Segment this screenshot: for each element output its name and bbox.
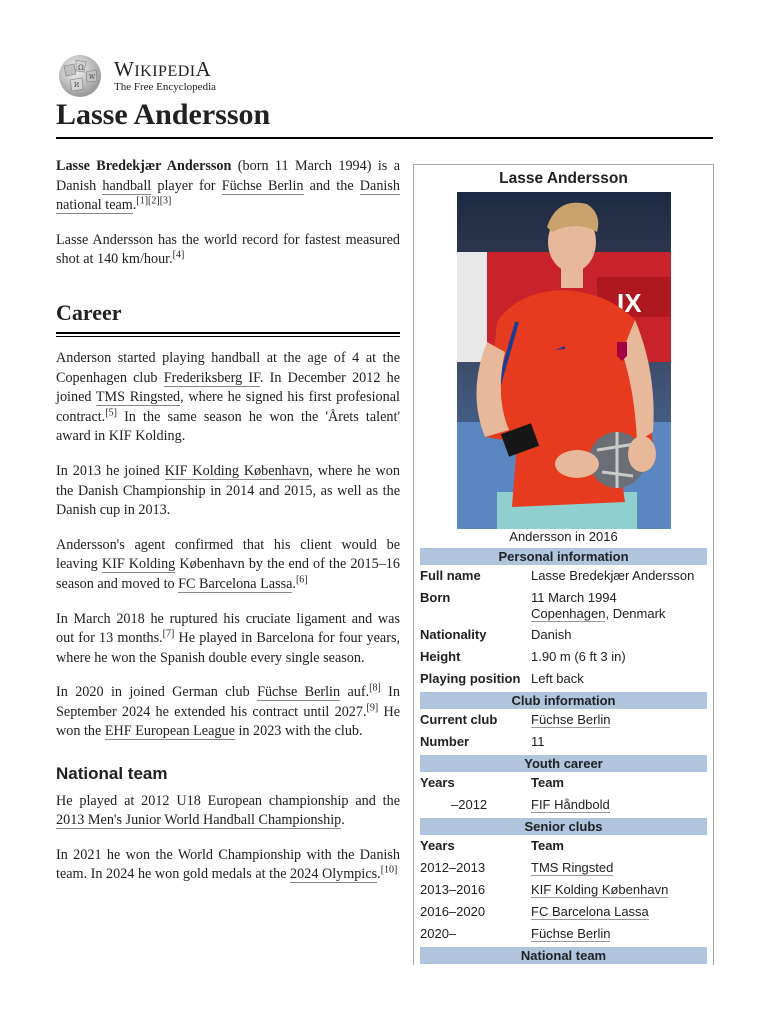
link-danish-national-team[interactable]: Danish national team — [56, 177, 400, 214]
row-value: 11 — [531, 734, 545, 749]
text: . — [132, 197, 137, 214]
wikipedia-globe-icon — [56, 54, 104, 98]
row-value: 1.90 m (6 ft 3 in) — [531, 649, 626, 664]
row-senior-club — [420, 924, 707, 946]
text: and the — [303, 177, 360, 194]
youth-years: –2012 — [451, 797, 488, 812]
link-senior-club[interactable]: TMS Ringsted — [531, 860, 614, 875]
row-label: Number — [420, 734, 470, 749]
text: , where he won the Danish Championship in 2014 and 2015, as well as the Danish cup in 2013. — [56, 462, 400, 519]
row-label: Height — [420, 649, 461, 664]
row-value — [531, 797, 707, 817]
text: , where he signed his first profesional contract. — [56, 389, 400, 425]
national-paragraph-2 — [56, 846, 400, 885]
row-label: Full name — [420, 568, 481, 583]
text: In the same season he won the 'Årets talent' award in KIF Kolding. — [56, 408, 400, 445]
text: Lasse Andersson has the world record for fastest measured shot at 140 km/hour. — [56, 231, 400, 268]
reference-link[interactable]: [5] — [105, 407, 117, 419]
row-value: Danish — [531, 627, 572, 642]
wordmark-rest: IKIPEDI — [134, 63, 196, 80]
wikipedia-wordmark — [114, 59, 216, 93]
infobox-header-club: Club information — [420, 692, 707, 709]
row-current-club — [420, 710, 707, 732]
text: In September 2024 he extended his contract until 2027. — [56, 684, 401, 720]
text: in 2023 with the club. — [234, 723, 363, 740]
row-value — [531, 926, 707, 946]
senior-years: 2012–2013 — [420, 860, 486, 875]
infobox-header-youth: Youth career — [420, 755, 707, 772]
reference-link[interactable]: [7] — [162, 628, 175, 640]
text: . — [341, 812, 345, 829]
article-body — [56, 157, 400, 900]
section-heading-national-team: National team — [56, 764, 168, 784]
link-senior-club[interactable]: Füchse Berlin — [531, 926, 611, 941]
link-kif-kolding[interactable]: KIF Kolding — [101, 556, 176, 573]
text: . In December 2012 he joined — [56, 369, 401, 406]
text: In 2020 in joined German club — [56, 684, 258, 701]
link-fc-barcelona-lassa[interactable]: FC Barcelona Lassa — [178, 575, 293, 592]
row-senior-columns — [420, 836, 707, 858]
photo-caption: Andersson in 2016 — [509, 529, 618, 544]
column-years: Years — [420, 838, 455, 853]
senior-years: 2016–2020 — [420, 904, 486, 919]
infobox-header-senior: Senior clubs — [420, 818, 707, 835]
national-paragraph-1 — [56, 792, 400, 831]
text: In 2013 he joined — [56, 462, 165, 479]
link-senior-club[interactable]: KIF Kolding København — [531, 882, 669, 897]
row-full-name — [420, 566, 707, 588]
row-youth-club — [420, 795, 707, 817]
link-frederiksberg-if[interactable]: Frederiksberg IF — [163, 369, 260, 386]
row-value — [531, 712, 707, 732]
row-value — [531, 860, 707, 880]
row-value: Lasse Bredekjær Andersson — [531, 568, 695, 583]
row-senior-club — [420, 858, 707, 880]
infobox-table — [420, 547, 707, 965]
career-paragraph-1 — [56, 349, 400, 447]
column-team: Team — [531, 775, 564, 790]
row-youth-columns — [420, 773, 707, 795]
text: . — [292, 575, 296, 592]
wordmark-title — [114, 59, 216, 80]
link-fuchse-berlin[interactable]: Füchse Berlin — [221, 177, 304, 194]
column-team: Team — [531, 838, 564, 853]
row-number — [420, 732, 707, 754]
row-value: Left back — [531, 671, 584, 686]
career-paragraph-2 — [56, 462, 400, 521]
reference-link[interactable]: [4] — [172, 249, 185, 261]
text: He won the — [56, 703, 401, 740]
link-fuchse-berlin[interactable]: Füchse Berlin — [257, 684, 341, 701]
lead-paragraph-1 — [56, 157, 400, 216]
birth-country: , Denmark — [605, 606, 666, 621]
link-2024-olympics[interactable]: 2024 Olympics — [290, 866, 378, 883]
infobox-title: Lasse Andersson — [499, 170, 628, 187]
career-paragraph-4 — [56, 610, 400, 669]
wikipedia-logo[interactable] — [56, 54, 216, 98]
page-title: Lasse Andersson — [56, 98, 271, 131]
svg-text:IX: IX — [617, 288, 642, 318]
lead-bold-name: Lasse Bredekjær Andersson — [56, 158, 232, 174]
link-senior-club[interactable]: FC Barcelona Lassa — [531, 904, 649, 919]
link-handball[interactable]: handball — [102, 177, 152, 194]
lead-paragraph-2 — [56, 231, 400, 270]
career-paragraph-5 — [56, 683, 400, 742]
text: auf. — [340, 684, 370, 701]
text: player for — [151, 177, 222, 194]
reference-link[interactable]: [10] — [380, 864, 398, 876]
reference-link[interactable]: [9] — [366, 702, 379, 714]
row-label: Nationality — [420, 627, 487, 642]
row-label: Born — [420, 590, 451, 605]
text: Anderson started playing handball at the age of 4 at the Copenhagen club — [56, 349, 400, 386]
text: In 2021 he won the World Championship with the Danish team. In 2024 he won gold medals at the — [56, 846, 400, 883]
row-senior-club — [420, 880, 707, 902]
row-label: Current club — [420, 712, 498, 727]
row-label: Playing position — [420, 671, 521, 686]
text: København by the end of the 2015–16 season and moved to — [56, 556, 400, 592]
row-senior-club — [420, 902, 707, 924]
link-fif-handbold[interactable]: FIF Håndbold — [531, 797, 610, 812]
row-value — [531, 590, 707, 625]
text: (born 11 March 1994) is a Danish — [56, 158, 400, 194]
row-height — [420, 647, 707, 669]
row-value — [531, 904, 707, 924]
wordmark-tagline: The Free Encyclopedia — [114, 81, 217, 93]
link-current-club[interactable]: Füchse Berlin — [531, 712, 611, 727]
link-ehf-european-league[interactable]: EHF European League — [104, 723, 235, 740]
link-tms-ringsted[interactable]: TMS Ringsted — [95, 389, 181, 406]
row-born — [420, 588, 707, 625]
text: He played at 2012 U18 European championship and the — [56, 792, 400, 809]
birth-date: 11 March 1994 — [531, 590, 617, 605]
row-nationality — [420, 625, 707, 647]
youth-years-cell — [420, 797, 531, 817]
link-kif-kolding-kobenhavn[interactable]: KIF Kolding København — [164, 462, 310, 479]
wordmark-cap: W — [114, 57, 135, 81]
reference-link[interactable]: [8] — [369, 682, 381, 694]
section-heading-career: Career — [56, 299, 122, 325]
text: . — [377, 866, 381, 883]
career-paragraph-3 — [56, 536, 400, 595]
text: He played in Barcelona for four years, where he won the Spanish double every single season. — [56, 630, 401, 666]
section-divider — [56, 332, 400, 337]
senior-years: 2013–2016 — [420, 882, 486, 897]
link-copenhagen[interactable]: Copenhagen — [531, 606, 606, 621]
svg-text:И: И — [74, 82, 80, 89]
svg-text:W: W — [89, 74, 96, 81]
row-playing-position — [420, 669, 707, 691]
link-2013-junior-world-championship[interactable]: 2013 Men's Junior World Handball Championship — [56, 812, 342, 829]
player-photo[interactable] — [457, 192, 671, 529]
infobox-header-national: National team — [420, 947, 707, 964]
row-value — [531, 882, 707, 902]
svg-text:Ω: Ω — [78, 64, 84, 72]
infobox — [413, 164, 714, 965]
column-years: Years — [420, 775, 455, 790]
text: Andersson's agent confirmed that his client would be leaving — [56, 536, 400, 573]
text: In March 2018 he ruptured his cruciate ligament and was out for 13 months. — [56, 610, 400, 647]
wordmark-cap2: A — [195, 57, 212, 81]
senior-years: 2020– — [420, 926, 457, 941]
infobox-header-personal: Personal information — [420, 548, 707, 565]
title-divider — [56, 137, 713, 139]
reference-link[interactable]: [6] — [295, 574, 308, 586]
reference-link[interactable]: [1][2][3] — [136, 195, 172, 207]
